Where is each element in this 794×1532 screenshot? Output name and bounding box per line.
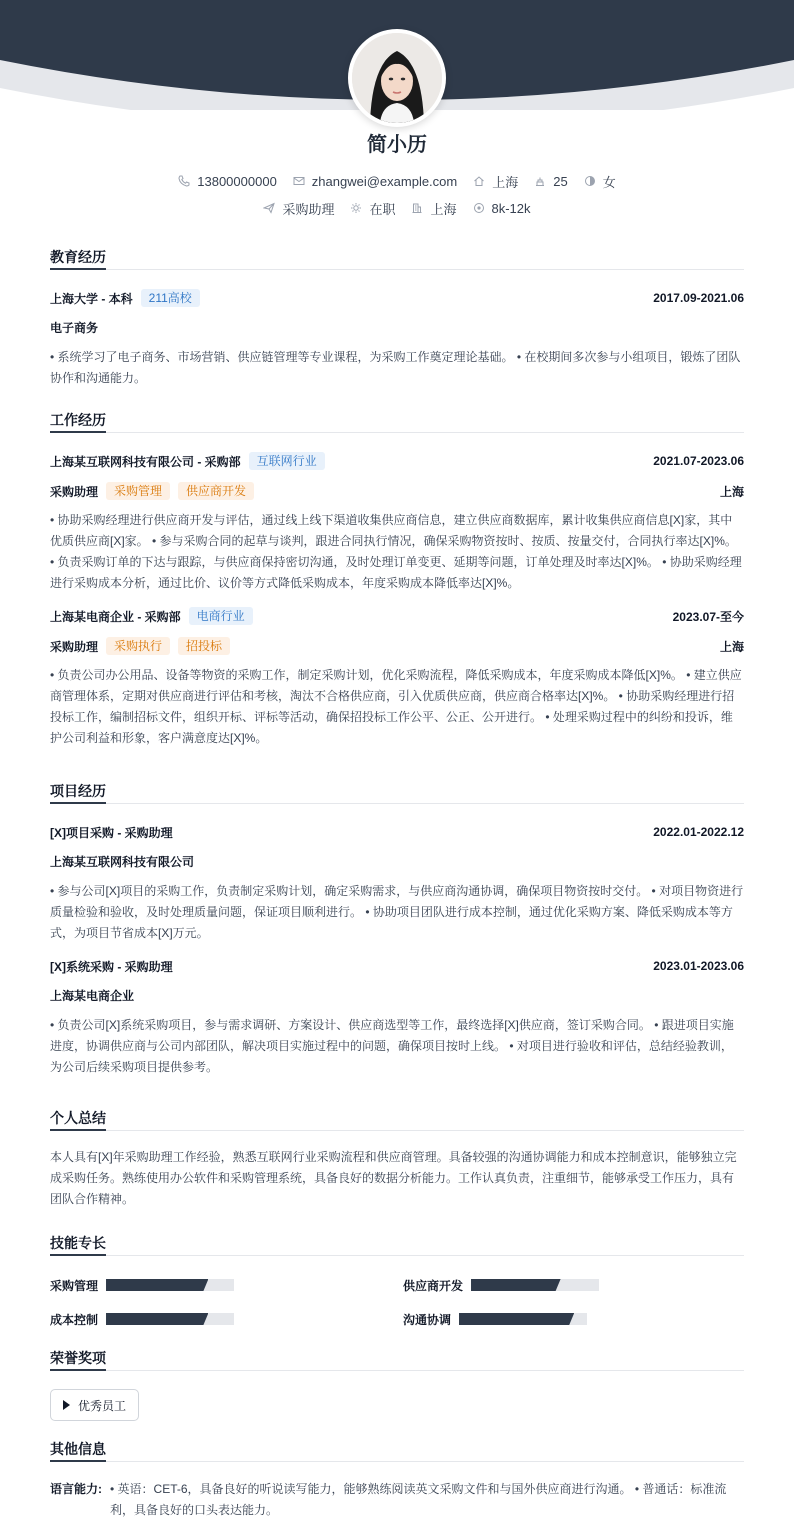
language-text: • 英语：CET-6，具备良好的听说读写能力，能够熟练阅读英文采购文件和与国外供应商进行沟通。 • 普通话：标准流利，具备良好的口头表达能力。 (110, 1482, 727, 1517)
info-phone-text: 13800000000 (197, 173, 277, 189)
skill-bar-fill (471, 1279, 561, 1291)
skill-tag: 采购管理 (106, 482, 170, 500)
education-date: 2017.09-2021.06 (653, 291, 744, 305)
section-title: 个人总结 (50, 1109, 744, 1131)
phone-icon (178, 175, 190, 187)
project-date: 2023.01-2023.06 (653, 959, 744, 973)
company-name: 上海某互联网科技有限公司 - 采购部 (50, 454, 241, 469)
skill-name: 供应商开发 (403, 1278, 464, 1293)
industry-tag: 电商行业 (189, 607, 253, 625)
send-icon (263, 202, 275, 214)
language-label: 语言能力: (50, 1482, 102, 1496)
status-icon (350, 202, 362, 214)
work-role-row (50, 481, 744, 501)
info-city (411, 199, 456, 217)
projects-section (50, 782, 744, 1078)
work-header-row (50, 606, 744, 626)
skill-bar-fill (459, 1313, 574, 1325)
section-title: 荣誉奖项 (50, 1349, 744, 1371)
candidate-name: 简小历 (367, 134, 427, 156)
info-gender-text: 女 (602, 174, 616, 190)
education-desc: • 系统学习了电子商务、市场营销、供应链管理等专业课程，为采购工作奠定理论基础。 • 在校期间多次参与小组项目，锻炼了团队协作和沟通能力。 (50, 350, 741, 385)
section-title: 教育经历 (50, 248, 744, 270)
section-title: 技能专长 (50, 1234, 744, 1256)
contact-info-row (0, 172, 794, 190)
work-header-row (50, 451, 744, 471)
school-tag: 211高校 (141, 289, 200, 307)
project-desc: • 负责公司[X]系统采购项目，参与需求调研、方案设计、供应商选型等工作，最终选择[X]供应商，签订采购合同。 • 跟进项目实施进度，协调供应商与公司内部团队，解决项目实施过程中的问题，确保项目按时上线。 • 对项目进行验收和评估，总结经验教训，为公司后续采购项目提供参考。 (50, 1018, 734, 1074)
skill-tag: 供应商开发 (178, 482, 254, 500)
avatar-photo (352, 33, 442, 123)
work-date: 2021.07-2023.06 (653, 454, 744, 468)
role: 采购助理 (50, 639, 99, 654)
industry-tag: 互联网行业 (249, 452, 325, 470)
info-age (534, 172, 567, 190)
skill-item (403, 1311, 587, 1327)
info-home-text: 上海 (492, 174, 519, 190)
project-date: 2022.01-2022.12 (653, 825, 744, 839)
info-position-text: 采购助理 (282, 201, 335, 217)
work-desc: • 协助采购经理进行供应商开发与评估，通过线上线下渠道收集供应商信息，建立供应商数据库，累计收集供应商信息[X]家，其中优质供应商[X]家。 • 参与采购合同的起草与谈判，跟进合同执行情况，确保采购物资按时、按质、按量交付，合同执行率达[X]%。 • 负责采购订单的下达与跟踪，与供应商保持密切沟通，及时处理订单变更、延期等问题，订单处理及时率达[X]%。 • 协助采购经理进行采购成本分析，通过比价、议价等方式降低采购成本，年度采购成本降低率达[X]%。 (50, 513, 742, 590)
skill-item (50, 1277, 234, 1293)
summary-text: 本人具有[X]年采购助理工作经验，熟悉互联网行业采购流程和供应商管理。具备较强的沟通协调能力和成本控制意识，能够独立完成采购任务。熟练使用办公软件和采购管理系统，具备良好的数据分析能力。工作认真负责，注重细节，能够承受工作压力，具有团队合作精神。 (50, 1150, 737, 1206)
info-status (350, 199, 395, 217)
work-date: 2023.07-至今 (672, 609, 744, 624)
skill-item (50, 1311, 234, 1327)
project-desc: • 参与公司[X]项目的采购工作，负责制定采购计划，确定采购需求，与供应商沟通协调，确保项目物资按时交付。 • 对项目物资进行质量检验和验收，及时处理质量问题，保证项目顺利进行。 • 协助项目团队进行成本控制，通过优化采购方案、降低采购成本等方式，为项目节省成本[X]万元。 (50, 884, 744, 940)
project-name: [X]系统采购 - 采购助理 (50, 959, 173, 974)
project-company: 上海某电商企业 (50, 989, 135, 1003)
major: 电子商务 (50, 321, 99, 335)
section-title: 工作经历 (50, 411, 744, 433)
skill-name: 采购管理 (50, 1278, 99, 1293)
mail-icon (293, 175, 305, 187)
skill-bar (471, 1279, 599, 1291)
education-section (50, 248, 744, 389)
gender-icon (584, 175, 596, 187)
building-icon (411, 202, 423, 214)
work-city: 上海 (719, 484, 744, 499)
role: 采购助理 (50, 484, 99, 499)
work-role-row (50, 636, 744, 656)
info-position (263, 199, 334, 217)
home-icon (473, 175, 485, 187)
company-name: 上海某电商企业 - 采购部 (50, 609, 181, 624)
info-salary (473, 199, 531, 217)
section-title: 项目经历 (50, 782, 744, 804)
triangle-icon (63, 1400, 70, 1410)
info-email-text: zhangwei@example.com (311, 173, 458, 189)
language-row (50, 1479, 744, 1521)
project-company: 上海某互联网科技有限公司 (50, 855, 195, 869)
info-salary-text: 8k-12k (491, 200, 531, 216)
info-email (293, 172, 457, 190)
project-header-row (50, 822, 744, 842)
work-section (50, 411, 744, 749)
skill-bar-fill (106, 1279, 208, 1291)
award-name: 优秀员工 (78, 1398, 127, 1413)
skill-tag: 采购执行 (106, 637, 170, 655)
avatar (348, 29, 446, 127)
work-city: 上海 (719, 639, 744, 654)
skill-tag: 招投标 (178, 637, 230, 655)
info-status-text: 在职 (369, 201, 396, 217)
salary-icon (473, 202, 485, 214)
age-icon (534, 175, 546, 187)
info-city-text: 上海 (430, 201, 457, 217)
skill-bar (106, 1313, 234, 1325)
skills-section (50, 1234, 744, 1256)
skill-bar (459, 1313, 587, 1325)
education-header-row (50, 288, 744, 308)
summary-section (50, 1109, 744, 1210)
job-info-row (0, 199, 794, 217)
project-name: [X]项目采购 - 采购助理 (50, 825, 173, 840)
project-header-row (50, 956, 744, 976)
awards-section (50, 1349, 744, 1421)
skill-item (403, 1277, 599, 1293)
skill-bar-fill (106, 1313, 208, 1325)
info-home (473, 172, 518, 190)
skill-name: 沟通协调 (403, 1312, 452, 1327)
award-item[interactable] (50, 1389, 139, 1421)
school-name: 上海大学 - 本科 (50, 291, 133, 306)
info-age-text: 25 (553, 173, 568, 189)
other-section (50, 1440, 744, 1521)
section-title: 其他信息 (50, 1440, 744, 1462)
skill-name: 成本控制 (50, 1312, 99, 1327)
info-gender (584, 172, 616, 190)
info-phone (178, 172, 277, 190)
skill-bar (106, 1279, 234, 1291)
work-desc: • 负责公司办公用品、设备等物资的采购工作，制定采购计划，优化采购流程，降低采购成本，年度采购成本降低[X]%。 • 建立供应商管理体系，定期对供应商进行评估和考核，淘汰不合格供应商，引入优质供应商，供应商合格率达[X]%。 • 协助采购经理进行招投标工作，编制招标文件，组织开标、评标等活动，确保招投标工作公平、公正、公开进行。 • 处理采购过程中的纠纷和投诉，维护公司利益和形象，客户满意度达[X]%。 (50, 668, 742, 745)
